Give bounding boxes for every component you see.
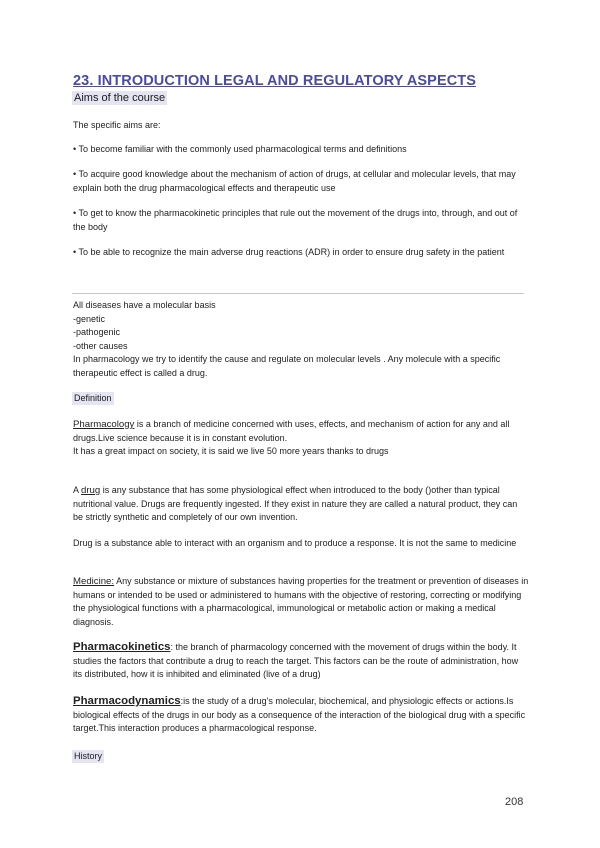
pharmacodynamics-text: :is the study of a drug's molecular, biochemical, and physiologic effects or actions.Is biological effects of the drugs in our body as a consequence of the interaction of the biological drug with a specific target.This interaction produces a pharmacological response.	[73, 696, 526, 734]
molecular-basis-block	[73, 299, 529, 381]
aim-item: • To be able to recognize the main adverse drug reactions (ADR) in order to ensure drug safety in the patient	[73, 247, 505, 257]
specific-aims-intro: The specific aims are:	[73, 120, 161, 130]
cause-item: -other causes	[73, 340, 128, 351]
cause-item: -pathogenic	[73, 327, 121, 338]
pharmacokinetics-definition	[73, 641, 529, 682]
medicine-text: Any substance or mixture of substances having properties for the treatment or prevention of diseases in humans or intended to be used or administered to humans with the objective of restoring, correcting or modifying the physiological functions with a pharmacological, immunological or metabolic action or making a medical diagnosis.	[73, 576, 529, 627]
molecular-text: In pharmacology we try to identify the cause and regulate on molecular levels . Any molecule with a specific therapeutic effect is called a drug.	[73, 354, 501, 378]
aims-heading: Aims of the course	[74, 92, 166, 104]
drug-text: is any substance that has some physiological effect when introduced to the body ()other than typical nutritional value. Drugs are frequently ingested. If they exist in nature they are called a natural product, they can be strictly synthetic and completely of our own invention.	[73, 485, 518, 523]
pharmacokinetics-term: Pharmacokinetics	[73, 641, 171, 653]
pharmacology-definition	[73, 418, 529, 459]
molecular-intro: All diseases have a molecular basis	[73, 300, 216, 310]
aim-item: • To become familiar with the commonly used pharmacological terms and definitions	[73, 144, 407, 154]
page-title: 23. INTRODUCTION LEGAL AND REGULATORY ASPECTS	[73, 73, 477, 89]
medicine-definition	[73, 575, 529, 629]
section-divider	[72, 293, 524, 294]
pharmacology-term: Pharmacology	[73, 419, 135, 430]
pharmacodynamics-definition	[73, 695, 529, 736]
pharmacokinetics-text: : the branch of pharmacology concerned with the movement of drugs within the body. It studies the factors that contribute a drug to reach the target. This factors can be the route of administration, how its distributed, how it is inhibited and eliminated (live of a drug)	[73, 642, 519, 680]
pharmacodynamics-term: Pharmacodynamics	[73, 695, 181, 707]
page-number: 208	[505, 796, 524, 808]
drug-definition	[73, 484, 529, 525]
drug-response-text: Drug is a substance able to interact with an organism and to produce a response. It is not the same to medicine	[73, 538, 517, 548]
aim-item: • To get to know the pharmacokinetic principles that rule out the movement of the drugs into, through, and out of the body	[73, 208, 518, 232]
aim-item: • To acquire good knowledge about the mechanism of action of drugs, at cellular and molecular levels, that may explain both the drug pharmacological effects and therapeutic use	[73, 169, 516, 193]
pharmacology-text: is a branch of medicine concerned with uses, effects, and mechanism of action for any and all drugs.Live science because it is in constant evolution.	[73, 419, 510, 443]
drug-term: drug	[81, 485, 101, 496]
cause-item: -genetic	[73, 313, 106, 324]
history-heading: History	[74, 751, 103, 761]
pharmacology-line2: It has a great impact on society, it is said we live 50 more years thanks to drugs	[73, 446, 389, 457]
drug-prefix: A	[73, 485, 82, 495]
definition-heading: Definition	[74, 393, 112, 403]
medicine-term: Medicine:	[73, 576, 115, 587]
